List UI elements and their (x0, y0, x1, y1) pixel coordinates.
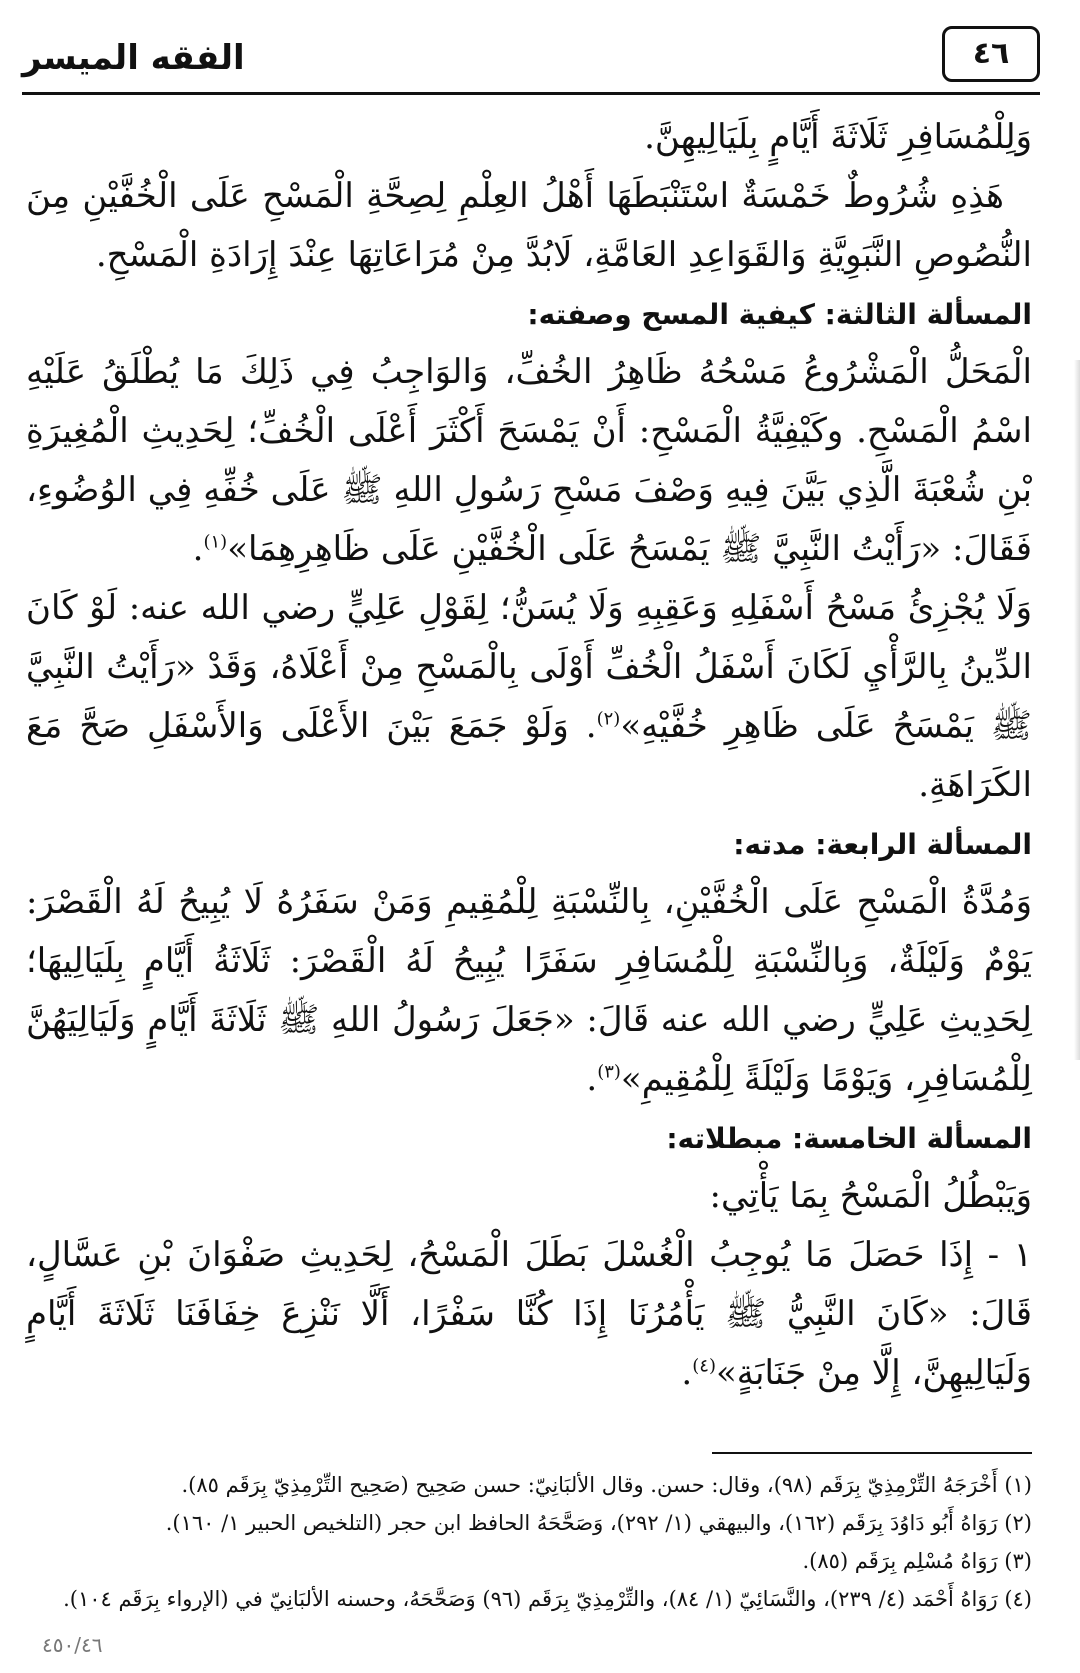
section-heading: المسألة الثالثة: كيفية المسح وصفته: (527, 298, 1032, 331)
section-heading: المسألة الرابعة: مدته: (733, 828, 1032, 861)
paragraph: وَلَا يُجْزِئُ مَسْحُ أَسْفَلِهِ وَعَقِبِهِ وَلَا يُسَنُّ؛ لِقَوْلِ عَلِيٍّ رضي الله عنه: لَوْ كَانَ الدِّينُ بِالرَّأْيِ لَكَانَ أَسْفَلُ الْخُفِّ أَوْلَى بِالْمَسْحِ مِنْ أَعْلَاهُ، وَقَدْ «رَأَيْتُ النَّبِيَّ ﷺ يَمْسَحُ عَلَى ظَاهِرِ خُفَّيْهِ»$^{(٢)}$. وَلَوْ جَمَعَ بَيْنَ الأَعْلَى وَالأَسْفَلِ صَحَّ مَعَ الكَرَاهَةِ. (26, 588, 1032, 805)
paragraph: هَذِهِ شُرُوطٌ خَمْسَةٌ اسْتَنْبَطَهَا أَهْلُ العِلْمِ لِصِحَّةِ الْمَسْحِ عَلَى الْخُفَّيْنِ مِنَ النُّصُوصِ النَّبَوِيَّةِ وَالقَوَاعِدِ العَامَّةِ، لَابُدَّ مِنْ مُرَاعَاتِهَا عِنْدَ إِرَادَةِ الْمَسْحِ. (26, 176, 1032, 275)
footnote: (٢) رَوَاهُ أَبُو دَاوُدَ بِرَقَم (١٦٢)، والبيهقي (١/ ٢٩٢)، وَصَحَّحَهُ الحافظ ابن حجر (التلخيص الحبير ١/ ١٦٠). (165, 1511, 1032, 1535)
footnote-ref[interactable]: (١) (203, 531, 228, 553)
footnote: (٤) رَوَاهُ أَحْمَد (٤/ ٢٣٩)، والنَّسَائِيّ (١/ ٨٤)، والتِّرْمِذِيّ بِرَقَم (٩٦) وَصَحَّحَهُ، وحسنه الألبَانِيّ في (الإرواء بِرَقَم ١٠٤). (63, 1587, 1032, 1611)
page-number: ٤٦ (942, 26, 1040, 82)
footnote: (٣) رَوَاهُ مُسْلِم بِرَقَم (٨٥). (802, 1549, 1032, 1573)
file-stamp: ٤٥٠/٤٦ (42, 1633, 103, 1657)
main-text (26, 108, 1032, 1403)
header-rule (22, 92, 1040, 95)
book-title: الفقه الميسر (22, 38, 245, 78)
paragraph: وَلِلْمُسَافِرِ ثَلَاثَةَ أَيَّامٍ بِلَيَالِيهِنَّ. (644, 117, 1032, 157)
paragraph: وَمُدَّةُ الْمَسْحِ عَلَى الْخُفَّيْنِ، بِالنِّسْبَةِ لِلْمُقِيمِ وَمَنْ سَفَرُهُ لَا يُبِيحُ لَهُ الْقَصْرَ: يَوْمٌ وَلَيْلَةٌ، وَبِالنِّسْبَةِ لِلْمُسَافِرِ سَفَرًا يُبِيحُ لَهُ الْقَصْرَ: ثَلَاثَةُ أَيَّامٍ بِلَيَالِيهَا؛ لِحَدِيثِ عَلِيٍّ رضي الله عنه قَالَ: «جَعَلَ رَسُولُ اللهِ ﷺ ثَلَاثَةَ أَيَّامٍ وَلَيَالِيَهُنَّ لِلْمُسَافِرِ، وَيَوْمًا وَلَيْلَةً لِلْمُقِيمِ»$^{(٣)}$. (26, 882, 1032, 1099)
paragraph: ١ - إِذَا حَصَلَ مَا يُوجِبُ الْغُسْلَ بَطَلَ الْمَسْحُ، لِحَدِيثِ صَفْوَانَ بْنِ عَسَّالٍ، قَالَ: «كَانَ النَّبِيُّ ﷺ يَأْمُرُنَا إِذَا كُنَّا سَفْرًا، أَلَّا نَنْزِعَ خِفَافَنَا ثَلَاثَةَ أَيَّامٍ وَلَيَالِيهِنَّ، إِلَّا مِنْ جَنَابَةٍ»$^{(٤)}$. (26, 1235, 1032, 1393)
section-heading: المسألة الخامسة: مبطلاته: (666, 1122, 1032, 1155)
footnote-ref[interactable]: (٣) (597, 1061, 621, 1083)
footnote-ref[interactable]: (٤) (692, 1355, 716, 1377)
page-header (22, 18, 1040, 88)
paragraph: وَيَبْطُلُ الْمَسْحُ بِمَا يَأْتِي: (709, 1176, 1032, 1216)
footnote: (١) أَخْرَجَهُ التِّرْمِذِيّ بِرَقَم (٩٨)، وقال: حسن. وقال الألبَانِيّ: حسن صَحِيح (صَحِيح التِّرْمِذِيّ بِرَقَم ٨٥). (181, 1473, 1032, 1497)
footnote-rule (712, 1452, 1032, 1454)
footnotes (36, 1466, 1032, 1618)
page-edge-shadow (1074, 360, 1080, 1060)
paragraph: الْمَحَلُّ الْمَشْرُوعُ مَسْحُهُ ظَاهِرُ الخُفِّ، وَالوَاجِبُ فِي ذَلِكَ مَا يُطْلَقُ عَلَيْهِ اسْمُ الْمَسْحِ. وكَيْفِيَّةُ الْمَسْحِ: أَنْ يَمْسَحَ أَكْثَرَ أَعْلَى الْخُفِّ؛ لِحَدِيثِ الْمُغِيرَةِ بْنِ شُعْبَةَ الَّذِي بَيَّنَ فِيهِ وَصْفَ مَسْحِ رَسُولِ اللهِ ﷺ عَلَى خُفِّهِ فِي الوُضُوءِ، فَقَالَ: «رَأَيْتُ النَّبِيَّ ﷺ يَمْسَحُ عَلَى الْخُفَّيْنِ عَلَى ظَاهِرِهِمَا»$^{(١)}$. (26, 352, 1032, 569)
footnote-ref[interactable]: (٢) (596, 708, 621, 730)
